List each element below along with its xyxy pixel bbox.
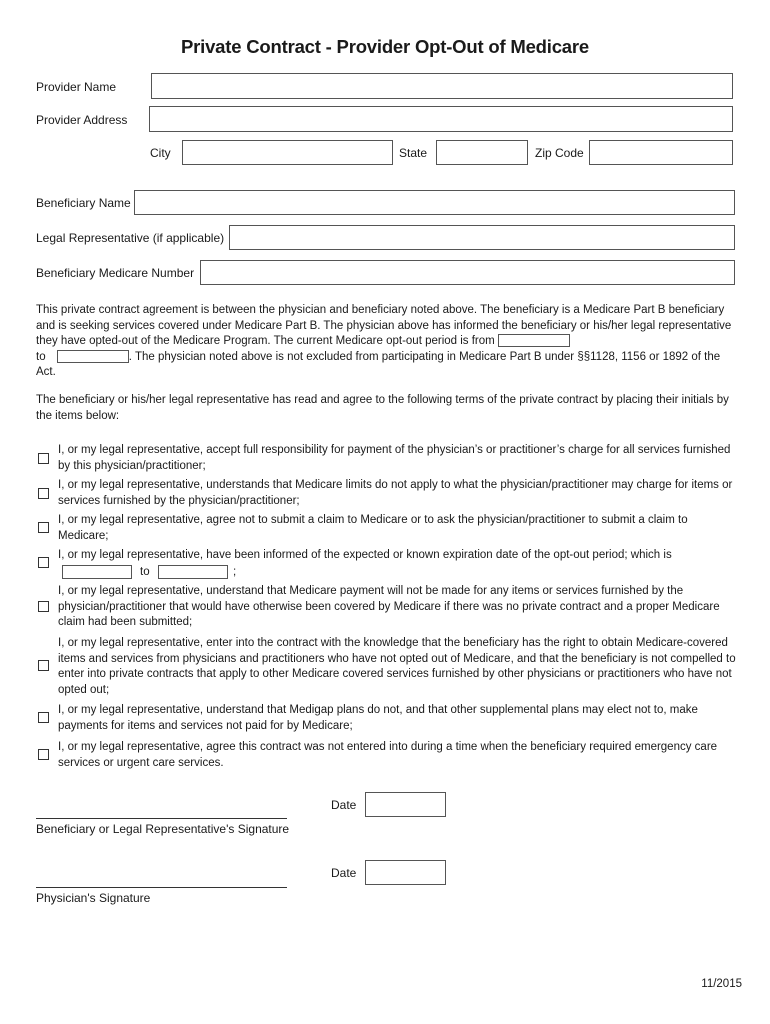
city-input[interactable] [182,140,393,165]
revision-date: 11/2015 [701,978,742,990]
term-7-checkbox[interactable] [38,712,49,723]
zip-code-label: Zip Code [535,146,584,160]
beneficiary-signature-line[interactable] [36,818,287,819]
term-1-text: I, or my legal representative, accept full responsibility for payment of the physician’s or practitioner’s charge for all services furnished by this physician/practitioner; [58,444,731,472]
provider-address-input[interactable] [149,106,733,132]
agreement-to-label: to [36,350,46,363]
physician-date-input[interactable] [365,860,446,885]
physician-signature-label: Physician's Signature [36,891,151,905]
beneficiary-name-label: Beneficiary Name [36,196,131,210]
beneficiary-signature-label: Beneficiary or Legal Representative's Signature [36,822,290,836]
term-7-text: I, or my legal representative, understand that Medigap plans do not, and that other supplemental plans may elect not to, make payments for items and services not paid for by Medicare; [58,704,698,732]
beneficiary-medicare-number-input[interactable] [200,260,735,285]
city-label: City [150,146,171,160]
page-title: Private Contract - Provider Opt-Out of Medicare [181,36,589,57]
legal-representative-input[interactable] [229,225,735,250]
term-2-text: I, or my legal representative, understands that Medicare limits do not apply to what the physician/practitioner may charge for items or services furnished by the physician/practitioner; [58,479,733,507]
agreement-paragraph [36,303,736,381]
terms-intro-paragraph: The beneficiary or his/her legal representative has read and agree to the following terms of the private contract by placing their initials by the items below: [36,394,729,422]
opt-out-start-date-field[interactable] [498,334,570,347]
term-5-text: I, or my legal representative, understand that Medicare payment will not be made for any items or services furnished by the physician/practitioner that would have otherwise been covered by Medicare if there was no private contract and a proper Medicare claim had been submitted; [58,585,720,628]
beneficiary-name-input[interactable] [134,190,735,215]
term-6-text: I, or my legal representative, enter into the contract with the knowledge that the beneficiary has the right to obtain Medicare-covered items and services from physicians and practitioners who have not opted out of Medicare, and that the beneficiary is not compelled to enter into private contracts that apply to other Medicare covered services furnished by other physicians or practitioners who have not opted out; [58,637,736,696]
term-4-text: I, or my legal representative, have been informed of the expected or known expiration date of the opt-out period; which is [58,549,672,561]
term-6-checkbox[interactable] [38,660,49,671]
provider-name-input[interactable] [151,73,733,99]
legal-representative-label: Legal Representative (if applicable) [36,231,225,245]
term-1-checkbox[interactable] [38,453,49,464]
term-2-checkbox[interactable] [38,488,49,499]
physician-signature-line[interactable] [36,887,287,888]
term-3-text: I, or my legal representative, agree not to submit a claim to Medicare or to ask the physician/practitioner to submit a claim to Medicare; [58,514,688,542]
term-8-checkbox[interactable] [38,749,49,760]
term-4-checkbox[interactable] [38,557,49,568]
opt-out-end-date-field[interactable] [57,350,129,363]
term-4-semicolon: ; [233,566,237,578]
term-5-checkbox[interactable] [38,601,49,612]
beneficiary-date-input[interactable] [365,792,446,817]
agreement-text-part2: . The physician noted above is not excluded from participating in Medicare Part B under §§1128, 1156 or 1892 of the Act. [36,350,721,378]
provider-name-label: Provider Name [36,80,117,94]
beneficiary-date-label: Date [331,798,357,812]
zip-code-input[interactable] [589,140,733,165]
term-4-to-label: to [140,566,150,578]
term-3-checkbox[interactable] [38,522,49,533]
beneficiary-medicare-number-label: Beneficiary Medicare Number [36,266,195,280]
state-label: State [399,146,428,160]
state-input[interactable] [436,140,528,165]
expiration-start-date-field[interactable] [62,565,132,579]
physician-date-label: Date [331,866,357,880]
provider-address-label: Provider Address [36,113,128,127]
agreement-text-part1: This private contract agreement is between the physician and beneficiary noted above. The beneficiary is a Medicare Part B beneficiary and is seeking services covered under Medicare Part B. The physician above has informed the beneficiary or his/her legal representative they have opted-out of the Medicare Program. The current Medicare opt-out period is from [36,304,732,347]
term-8-text: I, or my legal representative, agree this contract was not entered into during a time when the beneficiary required emergency care services or urgent care services. [58,741,718,769]
expiration-end-date-field[interactable] [158,565,228,579]
